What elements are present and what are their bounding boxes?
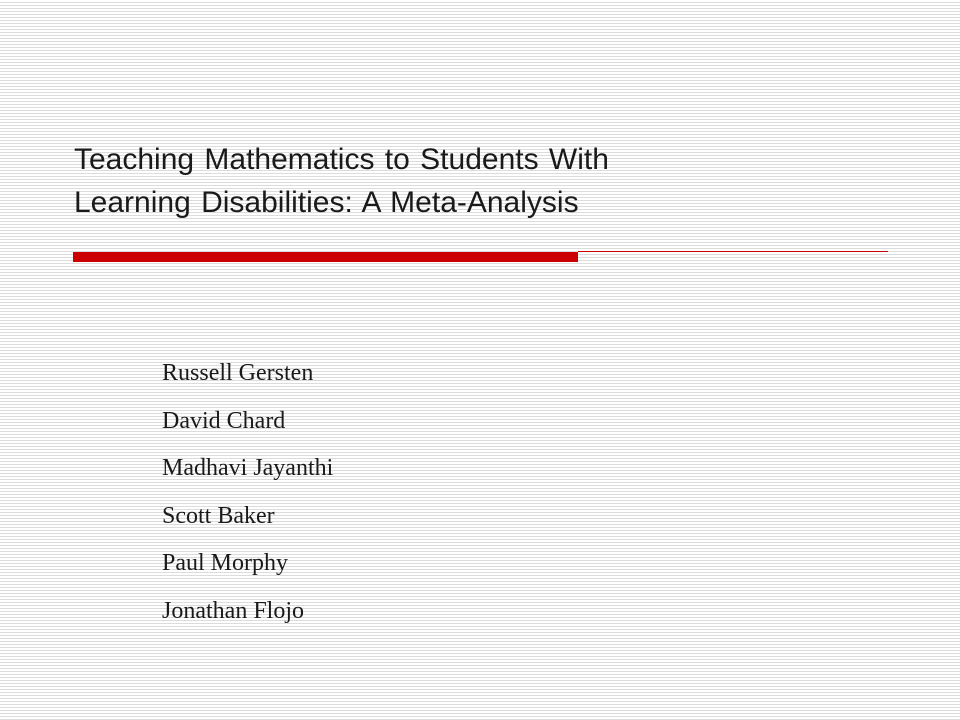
author-name: Madhavi Jayanthi: [162, 455, 334, 481]
slide-title: [74, 138, 894, 224]
slide-title-line-2: Learning Disabilities: A Meta-Analysis: [74, 186, 579, 219]
author-name: Scott Baker: [162, 502, 275, 529]
title-underline-thick: [73, 252, 578, 262]
author-name: Russell Gersten: [162, 360, 314, 386]
author-name: Paul Morphy: [162, 550, 288, 576]
title-underline-thin: [578, 251, 888, 252]
author-list: [162, 350, 333, 635]
author-name: Jonathan Flojo: [162, 597, 304, 624]
author-name: David Chard: [162, 407, 286, 434]
slide-title-line-1: Teaching Mathematics to Students With: [74, 143, 609, 176]
